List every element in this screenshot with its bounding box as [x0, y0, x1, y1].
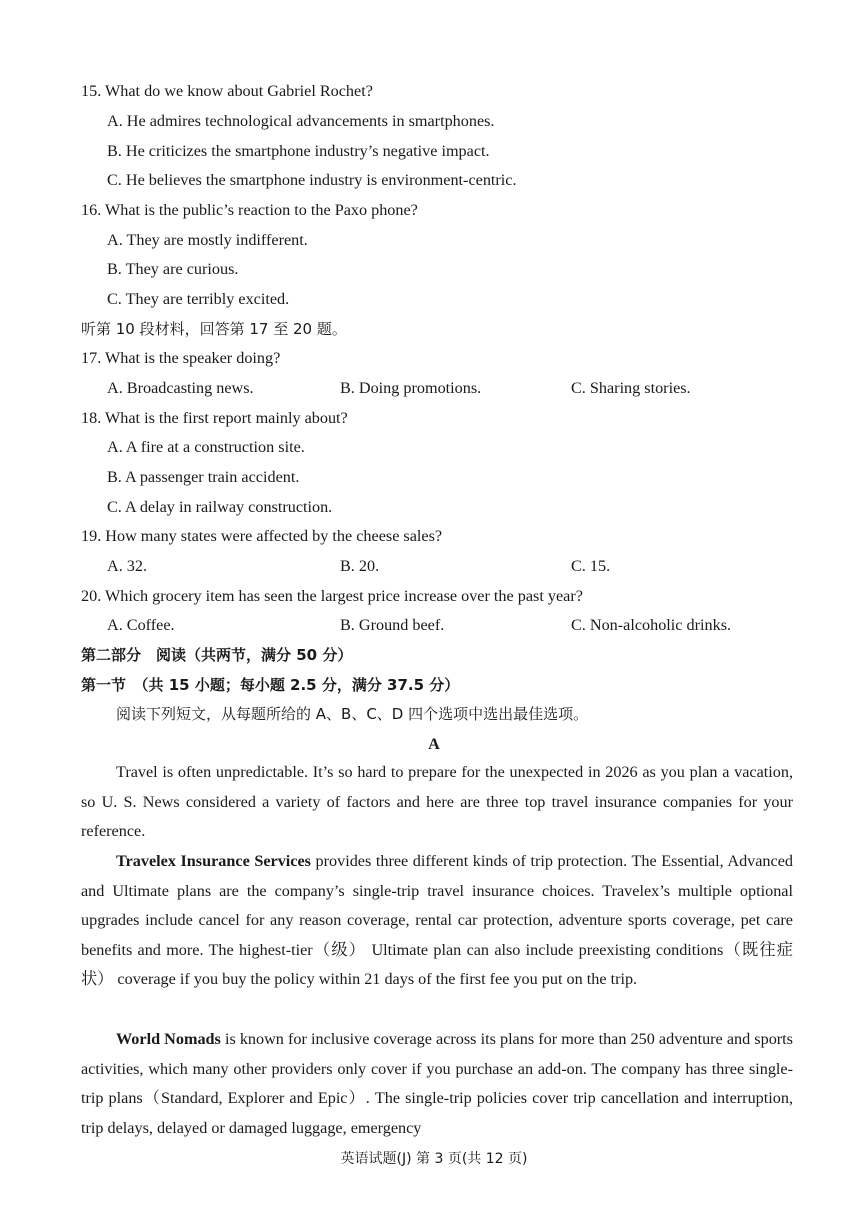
question-15-option-c: C. He believes the smartphone industry is environment-centric. [107, 171, 517, 189]
question-15-option-b: B. He criticizes the smartphone industry’s negative impact. [107, 142, 490, 160]
question-17-option-a: A. Broadcasting news. [107, 379, 254, 397]
paragraph-3-text: is known for inclusive coverage across its plans for more than 250 adventure and sports activities, which many other providers only cover if you purchase an add-on. The company has three single-trip plans（Standard, Explorer and Epic）. The single-trip policies cover trip cancellation and interruption, trip delays, delayed or damaged luggage, emergency [81, 1030, 793, 1137]
section-10-instruction: 听第 10 段材料，回答第 17 至 20 题。 [81, 320, 347, 338]
question-16-option-c: C. They are terribly excited. [107, 290, 290, 308]
question-16-stem: 16. What is the public’s reaction to the Paxo phone? [81, 201, 418, 219]
question-18-stem: 18. What is the first report mainly about? [81, 409, 348, 427]
question-15-stem: 15. What do we know about Gabriel Rochet? [81, 82, 373, 100]
paragraph-2-text: provides three different kinds of trip protection. The Essential, Advanced and Ultimate plans are the company’s single-trip travel insurance choices. Travelex’s multiple optional upgrades include cancel for any reason coverage, rental car protection, adventure sports coverage, pet care benefits and more. The highest-tier（级） Ultimate plan can also include preexisting conditions（既往症状） coverage if you buy the policy within 21 days of the first fee you put on the trip. [81, 852, 793, 989]
question-18-option-c: C. A delay in railway construction. [107, 498, 333, 516]
question-16-option-a: A. They are mostly indifferent. [107, 231, 308, 249]
question-19-option-c: C. 15. [571, 557, 611, 575]
question-20-option-a: A. Coffee. [107, 616, 175, 634]
question-20-stem: 20. Which grocery item has seen the largest price increase over the past year? [81, 587, 583, 605]
passage-paragraph-3 [81, 1025, 793, 1143]
reading-instruction: 阅读下列短文，从每题所给的 A、B、C、D 四个选项中选出最佳选项。 [116, 705, 589, 723]
passage-paragraph-2 [81, 847, 793, 995]
question-19-option-a: A. 32. [107, 557, 148, 575]
company-name-world-nomads: World Nomads [116, 1030, 221, 1048]
question-20-option-c: C. Non-alcoholic drinks. [571, 616, 732, 634]
question-17-option-c: C. Sharing stories. [571, 379, 691, 397]
paragraph-1-text: Travel is often unpredictable. It’s so hard to prepare for the unexpected in 2026 as you plan a vacation, so U. S. News considered a variety of factors and here are three top travel insurance companies for your reference. [81, 763, 793, 841]
question-16-option-b: B. They are curious. [107, 260, 239, 278]
section-1-heading: 第一节 （共 15 小题；每小题 2.5 分，满分 37.5 分） [81, 676, 460, 694]
part-2-heading: 第二部分 阅读（共两节，满分 50 分） [81, 646, 353, 664]
question-20-option-b: B. Ground beef. [340, 616, 445, 634]
question-18-option-a: A. A fire at a construction site. [107, 438, 305, 456]
question-19-option-b: B. 20. [340, 557, 380, 575]
question-18-option-b: B. A passenger train accident. [107, 468, 300, 486]
passage-label: A [428, 735, 440, 753]
page-footer: 英语试题(J) 第 3 页(共 12 页) [340, 1151, 528, 1167]
passage-paragraph-1 [81, 758, 793, 847]
question-17-stem: 17. What is the speaker doing? [81, 349, 281, 367]
question-17-option-b: B. Doing promotions. [340, 379, 482, 397]
question-15-option-a: A. He admires technological advancements in smartphones. [107, 112, 495, 130]
company-name-travelex: Travelex Insurance Services [116, 852, 311, 870]
question-19-stem: 19. How many states were affected by the cheese sales? [81, 527, 443, 545]
